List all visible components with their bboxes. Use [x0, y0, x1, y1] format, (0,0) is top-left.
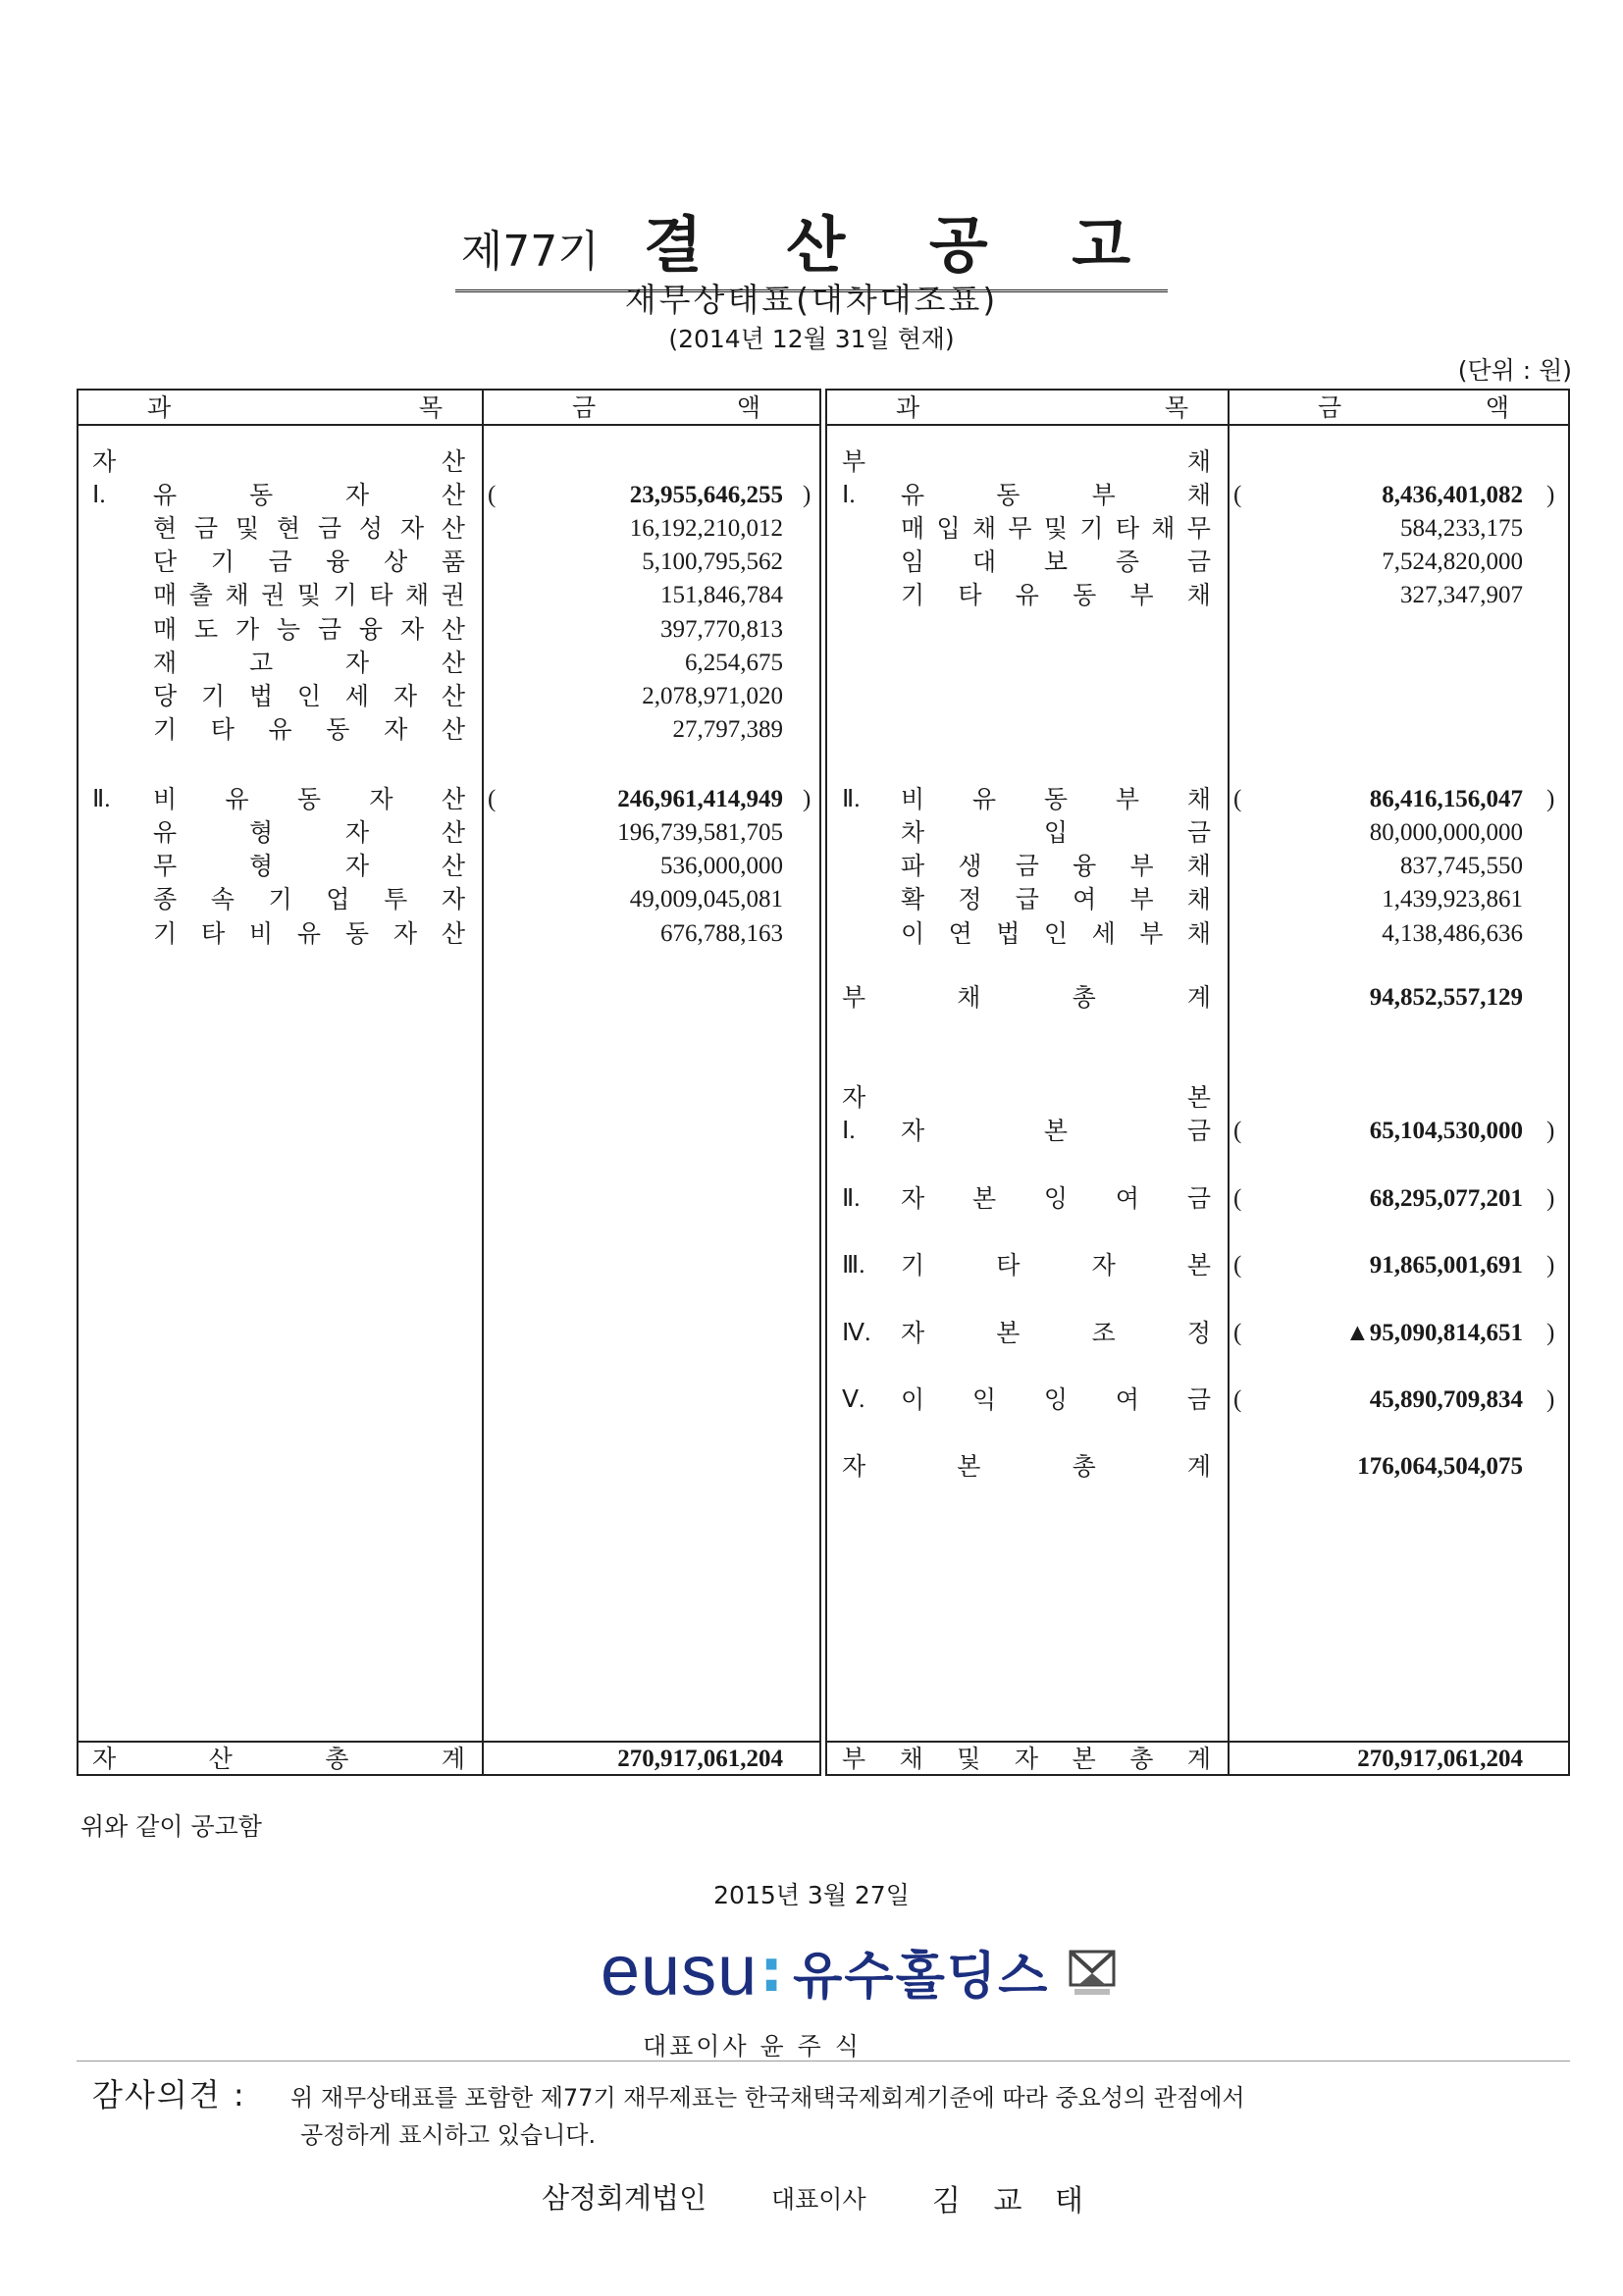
noncurrent-asset-item-label-char: 자 — [344, 852, 370, 881]
current-liability-item-label-char: 증 — [1115, 548, 1140, 577]
noncurrent-liabilities-label-char: 부 — [1115, 785, 1140, 813]
noncurrent-liabilities-label-char: 유 — [971, 785, 997, 813]
current-liabilities-total: 8,436,401,082 — [1382, 482, 1523, 508]
noncurrent-liability-item-value: 80,000,000,000 — [1369, 819, 1523, 846]
logo-colon-mark: : — [759, 1937, 784, 2006]
current-asset-item-value: 6,254,675 — [685, 649, 783, 676]
current-liability-item-label-char: 기 — [901, 581, 925, 610]
noncurrent-assets-label-char: 유 — [225, 785, 249, 813]
current-asset-item-value: 2,078,971,020 — [642, 683, 783, 709]
noncurrent-asset-item-label-char: 자 — [344, 818, 370, 847]
announcement-date: 2015년 3월 27일 — [713, 1881, 910, 1909]
equity-section-label — [842, 1081, 1211, 1115]
noncurrent-asset-item-label-char: 비 — [248, 918, 274, 948]
equity-item-label — [901, 1249, 1211, 1282]
current-assets-total-open-paren: ( — [488, 482, 497, 508]
total-equity-value: 176,064,504,075 — [1357, 1453, 1523, 1480]
current-liability-item-label-char: 채 — [971, 514, 997, 543]
current-asset-item-label-char: 상 — [384, 548, 408, 577]
page-title: 결 산 공 고 — [643, 209, 1163, 281]
equity-item-label-char: 자 — [901, 1117, 925, 1145]
current-asset-item-label-char: 능 — [276, 614, 301, 644]
noncurrent-asset-item-label-char: 형 — [248, 852, 274, 881]
noncurrent-assets-label-char: 산 — [441, 785, 465, 813]
current-asset-item-label-char: 채 — [405, 581, 430, 610]
assets-section-label — [92, 445, 465, 479]
current-assets-label-char: 유 — [153, 481, 178, 509]
noncurrent-assets-label-char: 자 — [369, 785, 393, 813]
current-liability-item-label — [901, 546, 1211, 579]
auditor-name: 삼정회계법인 — [542, 2181, 707, 2215]
equity-item-roman: Ⅳ. — [842, 1319, 871, 1346]
currency-unit: (단위 : 원) — [1457, 356, 1572, 385]
equity-item-open-paren: ( — [1233, 1252, 1242, 1279]
current-asset-item-label-char: 산 — [441, 715, 465, 745]
current-asset-item-label-char: 가 — [235, 614, 260, 644]
current-asset-item-label-char: 기 — [210, 548, 235, 577]
current-asset-item-label-char: 단 — [153, 548, 178, 577]
equity-item-label-char: 잉 — [1043, 1183, 1069, 1213]
current-liabilities-label-char: 유 — [901, 481, 925, 509]
current-asset-item-label-char: 도 — [193, 614, 219, 644]
current-liability-item-label-char: 동 — [1073, 581, 1097, 610]
total-liabilities-label-char: 총 — [1072, 983, 1096, 1012]
current-asset-item-label-char: 기 — [153, 715, 178, 745]
current-asset-item-label-char: 타 — [210, 715, 235, 745]
current-asset-item-label-char: 융 — [326, 548, 350, 577]
noncurrent-asset-item-label-char: 업 — [326, 885, 350, 914]
noncurrent-asset-item-label-char: 기 — [268, 885, 292, 914]
noncurrent-asset-item-label-char: 형 — [248, 818, 274, 847]
noncurrent-asset-item-label — [153, 816, 465, 850]
current-asset-item-label-char: 성 — [358, 514, 383, 543]
noncurrent-asset-item-label — [153, 917, 465, 951]
noncurrent-liability-item-label — [901, 917, 1211, 951]
current-liability-item-label-char: 타 — [1115, 514, 1139, 543]
current-asset-item-label-char: 세 — [344, 682, 370, 710]
equity-item-label-char: 자 — [901, 1183, 925, 1213]
noncurrent-asset-item-label-char: 산 — [441, 818, 465, 847]
noncurrent-liability-item-label-char: 급 — [1015, 885, 1039, 914]
equity-item-label-char: 이 — [901, 1385, 925, 1415]
current-asset-item-label-char: 및 — [235, 514, 260, 543]
noncurrent-assets-total: 246,961,414,949 — [617, 786, 783, 812]
current-asset-item-label-char: 금 — [317, 614, 342, 644]
current-liability-item-label-char: 부 — [1129, 581, 1154, 610]
total-liabilities-label-char: 채 — [957, 983, 981, 1012]
current-asset-item-label — [153, 647, 465, 680]
ceo-signature: 대표이사 윤 주 식 — [643, 2032, 862, 2061]
current-asset-item-label-char: 인 — [296, 682, 322, 710]
equity-item-label — [901, 1383, 1211, 1417]
total-equity-label — [842, 1450, 1211, 1484]
noncurrent-liability-item-value: 1,439,923,861 — [1382, 886, 1523, 913]
current-liability-item-label-char: 유 — [1015, 581, 1039, 610]
current-liability-item-label-char: 입 — [936, 514, 961, 543]
assets-amount-header: 금 액 — [572, 393, 760, 422]
noncurrent-asset-item-label-char: 타 — [200, 918, 226, 948]
current-liability-item-label-char: 기 — [1079, 514, 1104, 543]
noncurrent-liability-item-label-char: 채 — [1186, 918, 1211, 948]
current-assets-label-char: 자 — [344, 481, 370, 509]
logo-brand: eusu — [601, 1932, 759, 2010]
equity-item-open-paren: ( — [1233, 1118, 1242, 1144]
noncurrent-asset-item-value: 536,000,000 — [660, 853, 783, 880]
noncurrent-liability-item-label-char: 이 — [901, 918, 925, 948]
total-liabilities-equity-label-char: 계 — [1186, 1745, 1211, 1773]
current-asset-item-label — [153, 579, 465, 612]
noncurrent-liabilities-label-char: 비 — [901, 785, 925, 813]
equity-item-roman: Ⅴ. — [842, 1386, 865, 1414]
noncurrent-assets-label-char: 동 — [296, 785, 322, 813]
current-assets-label-char: 산 — [441, 481, 465, 509]
equity-item-label-char: 금 — [1186, 1117, 1211, 1145]
noncurrent-liability-item-label-char: 입 — [1043, 818, 1069, 847]
equity-item-roman: Ⅰ. — [842, 1118, 856, 1144]
current-assets-total-close-paren: ) — [803, 482, 812, 508]
current-asset-item-label-char: 유 — [268, 715, 292, 745]
equity-item-open-paren: ( — [1233, 1386, 1242, 1414]
assets-header-divider — [77, 424, 821, 426]
noncurrent-liability-item-label-char: 파 — [901, 852, 925, 881]
equity-item-label-char: 타 — [996, 1251, 1021, 1280]
noncurrent-liability-item-label-char: 부 — [1129, 885, 1154, 914]
equity-item-label-char: 자 — [1091, 1251, 1116, 1280]
current-asset-item-label-char: 품 — [441, 548, 465, 577]
current-asset-item-label-char: 기 — [333, 581, 357, 610]
noncurrent-liability-item-label-char: 금 — [1015, 852, 1039, 881]
total-liabilities-equity-label — [842, 1743, 1211, 1776]
noncurrent-liability-item-label-char: 확 — [901, 885, 925, 914]
equity-item-label — [901, 1182, 1211, 1216]
equity-item-label-char: 정 — [1186, 1318, 1211, 1347]
noncurrent-liabilities-label-char: 채 — [1186, 785, 1211, 813]
current-liability-item-label — [901, 579, 1211, 612]
noncurrent-asset-item-value: 196,739,581,705 — [617, 819, 783, 846]
equity-item-value: 65,104,530,000 — [1369, 1118, 1523, 1144]
current-liability-item-label-char: 채 — [1186, 581, 1211, 610]
current-asset-item-label-char: 권 — [441, 581, 465, 610]
noncurrent-liability-item-label-char: 채 — [1186, 852, 1211, 881]
current-liabilities-label-char: 동 — [996, 481, 1021, 509]
assets-section-label-char: 자 — [92, 447, 117, 476]
total-liabilities-equity-label-char: 부 — [842, 1745, 866, 1773]
current-liabilities-label — [901, 479, 1211, 512]
liabilities-section-label-char: 부 — [842, 447, 866, 476]
equity-item-label-char: 여 — [1115, 1183, 1140, 1213]
noncurrent-asset-item-label — [153, 883, 465, 916]
noncurrent-asset-item-value: 676,788,163 — [660, 919, 783, 947]
current-asset-item-label-char: 금 — [268, 548, 292, 577]
audit-opinion-title: 감사의견 : — [92, 2076, 246, 2113]
noncurrent-liabilities-label-char: 동 — [1043, 785, 1069, 813]
noncurrent-liability-item-label-char: 인 — [1043, 918, 1069, 948]
fiscal-period: 제77기 — [460, 227, 600, 277]
total-liabilities-value: 94,852,557,129 — [1369, 984, 1523, 1011]
noncurrent-assets-label — [153, 783, 465, 816]
noncurrent-asset-item-label-char: 유 — [296, 918, 322, 948]
noncurrent-asset-item-label-char: 유 — [153, 818, 178, 847]
equity-item-label-char: 여 — [1115, 1385, 1140, 1415]
equity-item-value: ▲95,090,814,651 — [1345, 1319, 1523, 1346]
current-asset-item-label — [153, 680, 465, 713]
current-asset-item-label-char: 금 — [193, 514, 219, 543]
current-asset-item-label-char: 자 — [384, 715, 408, 745]
liabilities-current-roman: Ⅰ. — [842, 482, 856, 508]
current-liabilities-label-char: 채 — [1186, 481, 1211, 509]
current-asset-item-label — [153, 713, 465, 747]
total-liabilities-equity-label-char: 총 — [1129, 1745, 1154, 1773]
current-liability-item-label-char: 금 — [1186, 548, 1211, 577]
total-equity-label-char: 계 — [1186, 1452, 1211, 1481]
noncurrent-assets-label-char: 비 — [153, 785, 178, 813]
current-assets-label-char: 동 — [248, 481, 274, 509]
total-liabilities-equity-label-char: 및 — [957, 1745, 981, 1773]
current-asset-item-label-char: 동 — [326, 715, 350, 745]
current-assets-total: 23,955,646,255 — [629, 482, 783, 508]
equity-item-roman: Ⅲ. — [842, 1252, 865, 1279]
audit-opinion-line-1: 위 재무상태표를 포함한 제77기 재무제표는 한국채택국제회계기준에 따라 중요성의 관점에서 — [290, 2084, 1245, 2112]
liabilities-noncurrent-roman: Ⅱ. — [842, 786, 861, 812]
current-asset-item-label-char: 채 — [225, 581, 249, 610]
equity-item-close-paren: ) — [1546, 1118, 1555, 1144]
noncurrent-asset-item-label-char: 무 — [153, 852, 178, 881]
current-liability-item-value: 327,347,907 — [1400, 582, 1523, 609]
equity-item-label-char: 본 — [971, 1183, 997, 1213]
equity-item-label-char: 금 — [1186, 1183, 1211, 1213]
current-liability-item-label-char: 대 — [971, 548, 997, 577]
current-liability-item-label-char: 보 — [1043, 548, 1069, 577]
noncurrent-liability-item-label — [901, 850, 1211, 883]
total-liabilities-equity-label-char: 채 — [899, 1745, 923, 1773]
noncurrent-liability-item-value: 4,138,486,636 — [1382, 919, 1523, 947]
current-asset-item-label-char: 자 — [344, 648, 370, 677]
current-asset-item-label-char: 산 — [441, 614, 465, 644]
current-asset-item-value: 16,192,210,012 — [629, 515, 783, 542]
current-asset-item-label — [153, 546, 465, 579]
equity-item-label-char: 본 — [1186, 1251, 1211, 1280]
equity-item-label — [901, 1317, 1211, 1350]
current-asset-item-label-char: 권 — [261, 581, 286, 610]
liabilities-amount-header: 금 액 — [1318, 393, 1509, 422]
current-liabilities-label-char: 부 — [1091, 481, 1116, 509]
noncurrent-liabilities-total: 86,416,156,047 — [1369, 786, 1523, 812]
noncurrent-asset-item-label-char: 속 — [210, 885, 235, 914]
noncurrent-liability-item-label-char: 세 — [1091, 918, 1116, 948]
equity-item-label-char: 기 — [901, 1251, 925, 1280]
company-logo — [601, 1931, 1120, 2011]
equity-item-label-char: 자 — [901, 1318, 925, 1347]
current-asset-item-label-char: 출 — [188, 581, 213, 610]
notice-text: 위와 같이 공고함 — [80, 1812, 262, 1841]
equity-item-close-paren: ) — [1546, 1386, 1555, 1414]
total-assets-label-char: 총 — [325, 1745, 349, 1773]
total-liabilities-label-char: 계 — [1186, 983, 1211, 1012]
total-liabilities-label — [842, 981, 1211, 1015]
current-asset-item-label-char: 고 — [248, 648, 274, 677]
total-liabilities-label-char: 부 — [842, 983, 866, 1012]
equity-item-open-paren: ( — [1233, 1319, 1242, 1346]
current-liability-item-label-char: 무 — [1008, 514, 1032, 543]
total-liabilities-equity-label-char: 자 — [1014, 1745, 1039, 1773]
current-asset-item-label-char: 매 — [153, 581, 178, 610]
equity-item-label-char: 익 — [971, 1385, 997, 1415]
noncurrent-liability-item-label — [901, 883, 1211, 916]
auditor-rep-name: 김 교 태 — [932, 2184, 1096, 2218]
noncurrent-asset-item-value: 49,009,045,081 — [629, 886, 783, 913]
current-liability-item-label-char: 타 — [958, 581, 982, 610]
current-liabilities-total-open-paren: ( — [1233, 482, 1242, 508]
equity-item-close-paren: ) — [1546, 1184, 1555, 1212]
current-asset-item-label-char: 융 — [358, 614, 383, 644]
assets-section-label-char: 산 — [441, 447, 465, 476]
total-assets-label-char: 자 — [92, 1745, 117, 1773]
current-asset-item-label-char: 산 — [441, 682, 465, 710]
noncurrent-liability-item-label — [901, 816, 1211, 850]
assets-column-divider — [482, 389, 484, 1776]
current-asset-item-label-char: 타 — [369, 581, 393, 610]
noncurrent-liability-item-label-char: 여 — [1073, 885, 1097, 914]
current-asset-item-label-char: 현 — [153, 514, 178, 543]
total-liabilities-equity-label-char: 본 — [1072, 1745, 1096, 1773]
current-asset-item-label-char: 당 — [153, 682, 178, 710]
noncurrent-asset-item-label-char: 기 — [153, 918, 178, 948]
liabilities-subject-header: 과 목 — [896, 393, 1188, 422]
audit-opinion-line-2: 공정하게 표시하고 있습니다. — [300, 2121, 597, 2149]
total-liabilities-equity-value: 270,917,061,204 — [1357, 1746, 1523, 1772]
assets-subject-header: 과 목 — [147, 393, 443, 422]
equity-item-label — [901, 1115, 1211, 1148]
assets-noncurrent-roman: Ⅱ. — [92, 786, 111, 812]
current-assets-label — [153, 479, 465, 512]
equity-item-label-char: 본 — [1043, 1117, 1069, 1145]
total-assets-label-char: 계 — [441, 1745, 465, 1773]
assets-current-roman: Ⅰ. — [92, 482, 106, 508]
current-liability-item-label-char: 무 — [1186, 514, 1211, 543]
total-equity-label-char: 본 — [957, 1452, 981, 1481]
noncurrent-asset-item-label-char: 자 — [441, 885, 465, 914]
noncurrent-liability-item-label-char: 금 — [1186, 818, 1211, 847]
total-equity-label-char: 총 — [1072, 1452, 1096, 1481]
current-liability-item-label-char: 임 — [901, 548, 925, 577]
liabilities-section-label-char: 채 — [1186, 447, 1211, 476]
total-assets-label — [92, 1743, 465, 1776]
noncurrent-assets-total-close-paren: ) — [803, 786, 812, 812]
noncurrent-asset-item-label-char: 투 — [384, 885, 408, 914]
noncurrent-liability-item-label-char: 부 — [1139, 918, 1164, 948]
equity-section-label-char: 본 — [1186, 1083, 1211, 1112]
total-assets-label-char: 산 — [208, 1745, 233, 1773]
equity-item-roman: Ⅱ. — [842, 1184, 861, 1212]
current-liability-item-label — [901, 512, 1211, 546]
equity-item-close-paren: ) — [1546, 1319, 1555, 1346]
current-asset-item-label-char: 자 — [399, 614, 424, 644]
noncurrent-asset-item-label — [153, 850, 465, 883]
current-liability-item-label-char: 및 — [1043, 514, 1069, 543]
logo-company-name: 유수홀딩스 — [793, 1947, 1050, 2007]
current-asset-item-label-char: 법 — [248, 682, 274, 710]
as-of-date: (2014년 12월 31일 현재) — [668, 325, 955, 353]
equity-item-value: 45,890,709,834 — [1369, 1386, 1523, 1414]
total-equity-label-char: 자 — [842, 1452, 866, 1481]
noncurrent-liability-item-label-char: 정 — [958, 885, 982, 914]
noncurrent-liabilities-total-open-paren: ( — [1233, 786, 1242, 812]
current-asset-item-label-char: 및 — [296, 581, 322, 610]
noncurrent-asset-item-label-char: 종 — [153, 885, 178, 914]
equity-item-label-char: 본 — [996, 1318, 1021, 1347]
current-asset-item-label-char: 기 — [200, 682, 226, 710]
noncurrent-liability-item-label-char: 채 — [1186, 885, 1211, 914]
equity-item-value: 91,865,001,691 — [1369, 1252, 1523, 1279]
noncurrent-liabilities-total-close-paren: ) — [1546, 786, 1555, 812]
noncurrent-liability-item-label-char: 부 — [1129, 852, 1154, 881]
noncurrent-liability-item-value: 837,745,550 — [1400, 853, 1523, 880]
current-asset-item-value: 5,100,795,562 — [642, 548, 783, 576]
current-liability-item-value: 584,233,175 — [1400, 515, 1523, 542]
liabilities-header-divider — [825, 424, 1570, 426]
current-asset-item-value: 151,846,784 — [660, 582, 783, 609]
equity-item-label-char: 금 — [1186, 1385, 1211, 1415]
current-asset-item-label — [153, 512, 465, 546]
equity-item-value: 68,295,077,201 — [1369, 1184, 1523, 1212]
current-liability-item-label-char: 채 — [1151, 514, 1176, 543]
noncurrent-asset-item-label-char: 산 — [441, 918, 465, 948]
current-asset-item-label-char: 현 — [276, 514, 301, 543]
noncurrent-assets-total-open-paren: ( — [488, 786, 497, 812]
company-seal-icon — [1065, 1944, 1120, 1999]
current-liabilities-total-close-paren: ) — [1546, 482, 1555, 508]
noncurrent-liability-item-label-char: 생 — [958, 852, 982, 881]
current-liability-item-value: 7,524,820,000 — [1382, 548, 1523, 576]
current-liability-item-label-char: 매 — [901, 514, 925, 543]
equity-item-open-paren: ( — [1233, 1184, 1242, 1212]
noncurrent-liability-item-label-char: 차 — [901, 818, 925, 847]
total-assets-value: 270,917,061,204 — [617, 1746, 783, 1772]
current-asset-item-value: 397,770,813 — [660, 615, 783, 643]
liabilities-section-label — [842, 445, 1211, 479]
noncurrent-asset-item-label-char: 산 — [441, 852, 465, 881]
current-asset-item-value: 27,797,389 — [672, 716, 783, 744]
current-asset-item-label-char: 산 — [441, 648, 465, 677]
current-asset-item-label-char: 산 — [441, 514, 465, 543]
current-asset-item-label-char: 재 — [153, 648, 178, 677]
equity-item-close-paren: ) — [1546, 1252, 1555, 1279]
equity-item-label-char: 조 — [1091, 1318, 1116, 1347]
noncurrent-liability-item-label-char: 법 — [996, 918, 1021, 948]
current-asset-item-label-char: 금 — [317, 514, 342, 543]
auditor-rep-title: 대표이사 — [771, 2185, 866, 2214]
noncurrent-asset-item-label-char: 동 — [344, 918, 370, 948]
current-asset-item-label-char: 자 — [399, 514, 424, 543]
current-asset-item-label-char: 매 — [153, 614, 178, 644]
noncurrent-liability-item-label-char: 융 — [1073, 852, 1097, 881]
noncurrent-asset-item-label-char: 자 — [393, 918, 417, 948]
noncurrent-liabilities-label — [901, 783, 1211, 816]
statement-name: 재무상태표(대차대조표) — [624, 281, 999, 319]
noncurrent-liability-item-label-char: 연 — [948, 918, 972, 948]
equity-item-label-char: 잉 — [1043, 1385, 1069, 1415]
current-asset-item-label-char: 자 — [393, 682, 417, 710]
equity-section-label-char: 자 — [842, 1083, 866, 1112]
current-asset-item-label — [153, 613, 465, 647]
